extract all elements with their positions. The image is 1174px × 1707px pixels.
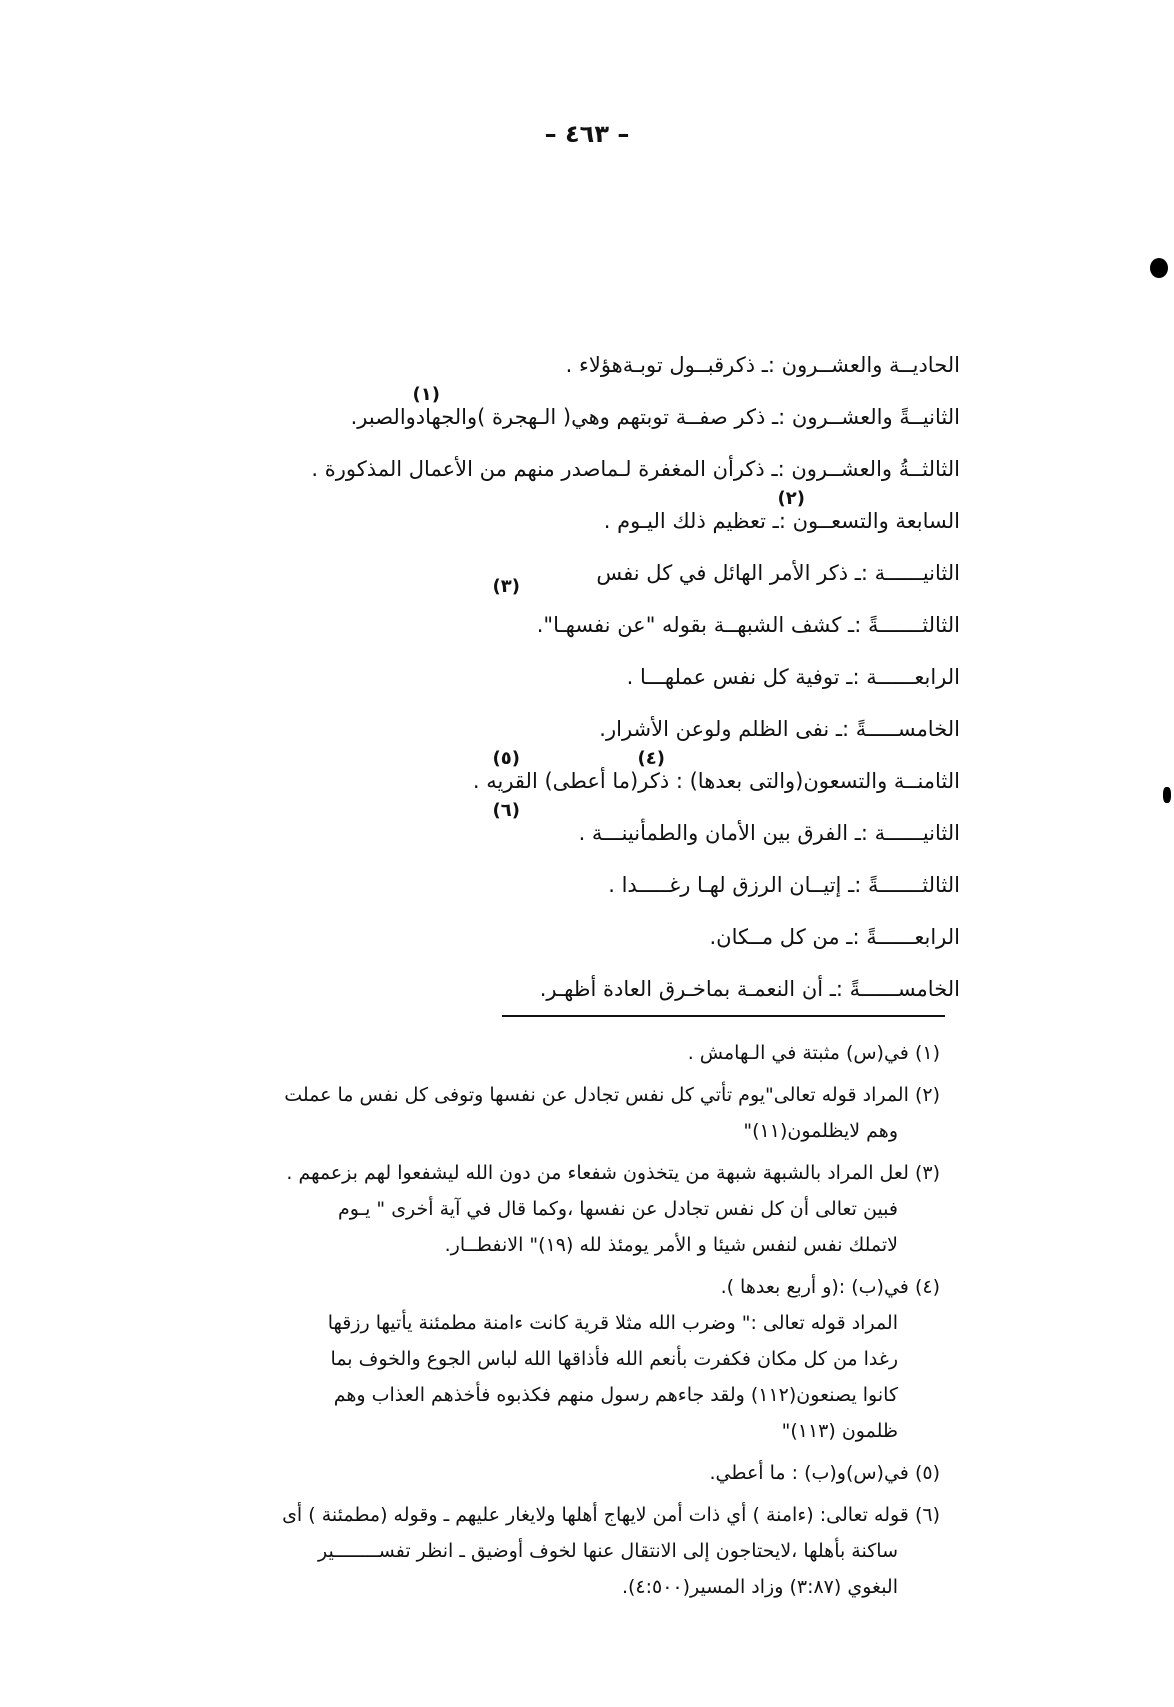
text-line: الثانيــــــة :ـ ذكر الأمر الهائل في كل نفس (٣) xyxy=(90,558,960,610)
text-line: الثامنــة والتسعون(والتى بعدها) : ذكر(ما أعطى) القريه . (٤) (٥) xyxy=(90,766,960,818)
text-line: السابعة والتسعــون :ـ تعظيم ذلك اليـوم . (٢) xyxy=(90,506,960,558)
text-line: الثانيــــــة :ـ الفرق بين الأمان والطمأنينـــة . (٦) xyxy=(90,818,960,870)
text-line: الرابعــــــةً :ـ من كل مــكان. xyxy=(709,925,960,949)
footnote-ref: (٤) xyxy=(637,748,665,769)
footnote-5: (٥) في(س)و(ب) : ما أعطي. xyxy=(709,1462,940,1484)
footnote-number: (٢) xyxy=(914,1084,940,1106)
text-line: الثالثــةُ والعشــرون :ـ ذكرأن المغفرة لـماصدر منهم من الأعمال المذكورة . xyxy=(311,457,960,481)
footnote-3: (٣) لعل المراد بالشبهة شبهة من يتخذون شفعاء من دون الله ليشفعوا لهم بزعمهم . فبين تعالى أن كل نفس تجادل عن نفسها ،وكما قال في آية أخرى " يـوم لاتملك نفس لنفس شيئا و الأمر يومئذ لله (١٩)" الانفطــار. xyxy=(286,1162,940,1256)
footnote-ref: (٣) xyxy=(492,576,520,597)
footnote-divider xyxy=(502,1015,945,1017)
ink-blot xyxy=(1150,258,1168,278)
footnote-ref: (١) xyxy=(412,384,440,405)
text-line: الخامســــــةً :ـ أن النعمـة بماخـرق العادة أظهـر. xyxy=(539,977,960,1001)
footnote-ref: (٦) xyxy=(492,800,520,821)
footnotes xyxy=(50,1035,940,1611)
text-line: الثالثـــــــةً :ـ إتيــان الرزق لهـا رغـــــدا . xyxy=(608,873,960,897)
footnote-number: (٦) xyxy=(914,1504,940,1526)
footnote-2: (٢) المراد قوله تعالى"يوم تأتي كل نفس تجادل عن نفسها وتوفى كل نفس ما عملت وهم لايظلمون(١١)" xyxy=(284,1084,940,1142)
text-line: الثانيــةً والعشــرون :ـ ذكر صفــة توبتهم وهي( الـهجرة )والجهادوالصبر. (١) xyxy=(90,402,960,454)
footnote-6: (٦) قوله تعالى: (ءامنة ) أي ذات أمن لايهاج أهلها ولايغار عليهم ـ وقوله (مطمئنة ) أى ساكنة بأهلها ،لايحتاجون إلى الانتقال عنها لخوف أوضيق ـ انظر تفســــــــير البغوي (٣:٨٧) وزاد المسير(٤:٥٠٠). xyxy=(282,1504,940,1598)
text-line: الرابعــــــة :ـ توفية كل نفس عملهـــا . xyxy=(626,665,960,689)
footnote-number: (٣) xyxy=(914,1162,940,1184)
footnote-number: (١) xyxy=(914,1042,940,1064)
footnote-1: (١) في(س) مثبتة في الـهامش . xyxy=(687,1042,940,1064)
main-text xyxy=(90,350,960,1026)
footnote-4: (٤) في(ب) :(و أربع بعدها ). المراد قوله تعالى :" وضرب الله مثلا قرية كانت ءامنة مطمئنة يأتيها رزقها رغدا من كل مكان فكفرت بأنعم الله فأذاقها الله لباس الجوع والخوف بما كانوا يصنعون(١١٢) ولقد جاءهم رسول منهم فكذبوه فأخذهم العذاب وهم ظلمون (١١٣)" xyxy=(327,1276,940,1442)
footnote-ref: (٥) xyxy=(492,748,520,769)
text-line: الخامســـــةً :ـ نفى الظلم ولوعن الأشرار. xyxy=(599,717,960,741)
page-number: – ٤٦٣ – xyxy=(544,120,630,148)
footnote-ref: (٢) xyxy=(777,488,805,509)
footnote-number: (٥) xyxy=(914,1462,940,1484)
text-line: الثالثـــــــةً :ـ كشف الشبهــة بقوله "عن نفسهـا". xyxy=(536,613,960,637)
text-line: الحاديــة والعشــرون :ـ ذكرقبــول توبـةهؤلاء . xyxy=(565,353,960,377)
ink-blot xyxy=(1163,787,1171,803)
footnote-number: (٤) xyxy=(914,1276,940,1298)
